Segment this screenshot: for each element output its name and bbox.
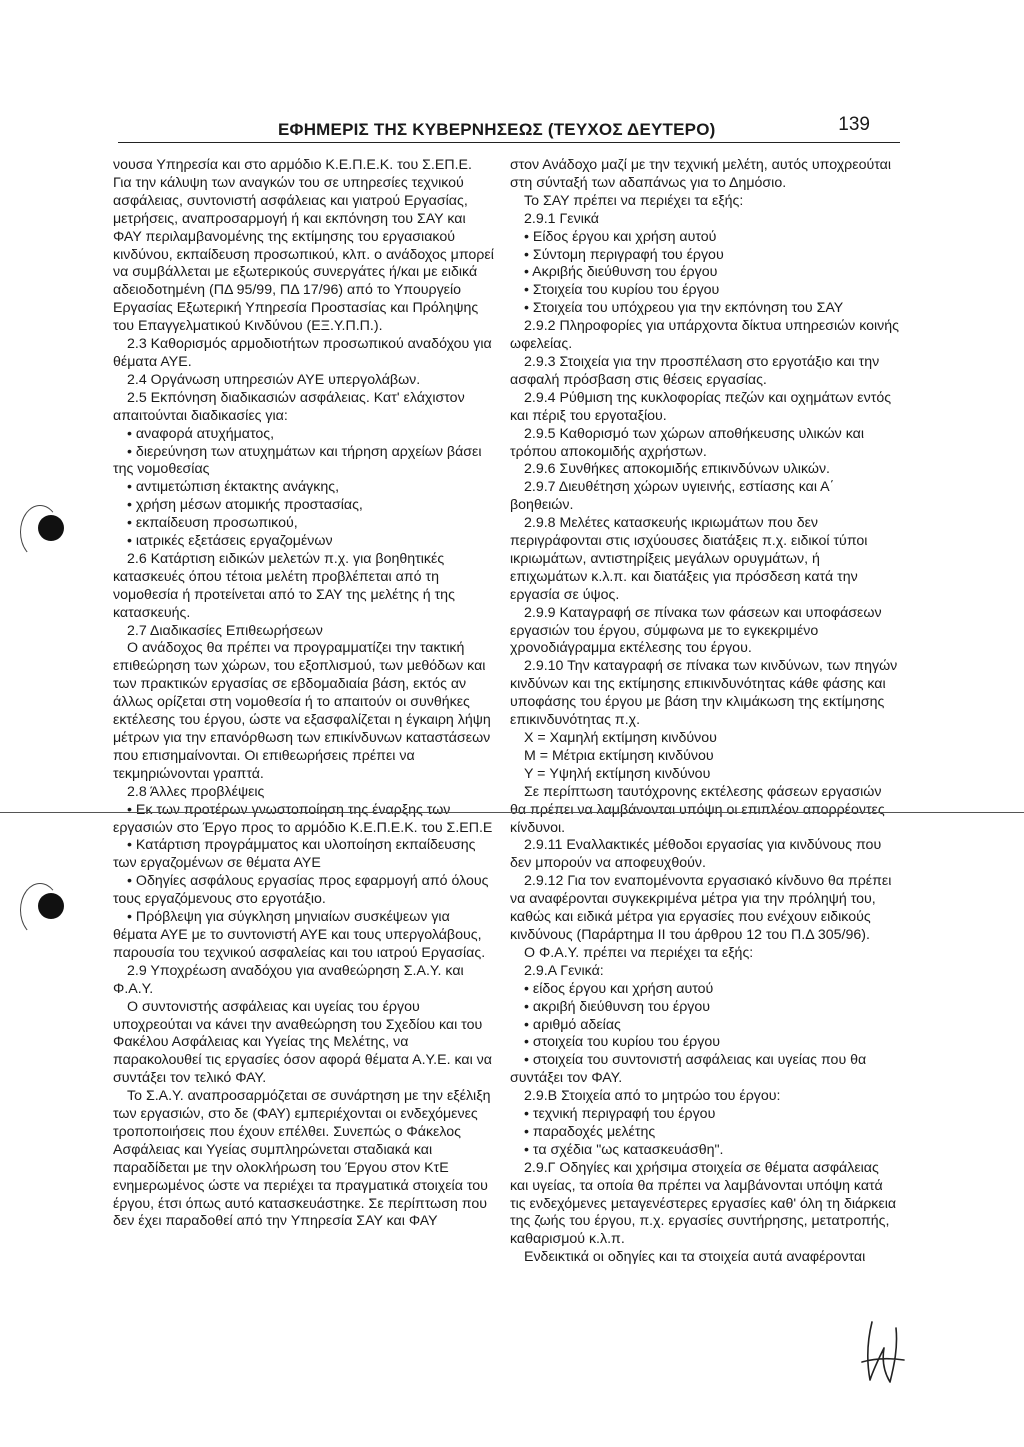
bullet-item: • Ακριβής διεύθυνση του έργου xyxy=(510,264,900,282)
bullet-item: • τεχνική περιγραφή του έργου xyxy=(510,1106,900,1124)
bullet-item: • στοιχεία του συντονιστή ασφάλειας και υγείας που θα συντάξει τον ΦΑΥ. xyxy=(510,1052,900,1088)
bullet-item: • στοιχεία του κυρίου του έργου xyxy=(510,1034,900,1052)
paragraph: 2.9.6 Συνθήκες αποκομιδής επικινδύνων υλικών. xyxy=(524,461,830,478)
bullet-item: • ιατρικές εξετάσεις εργαζομένων xyxy=(113,533,497,551)
bullet-item: • Στοιχεία του υπόχρεου για την εκπόνηση του ΣΑΥ xyxy=(510,300,900,318)
bullet-item: • χρήση μέσων ατομικής προστασίας, xyxy=(113,497,497,515)
punch-ring-icon xyxy=(20,505,60,559)
paragraph: 2.4 Οργάνωση υπηρεσιών ΑΥΕ υπεργολάβων. xyxy=(127,371,421,388)
header-rule xyxy=(118,142,900,143)
bullet-item: • ακριβή διεύθυνση του έργου xyxy=(510,999,900,1017)
bullet-item: • παραδοχές μελέτης xyxy=(510,1124,900,1142)
paragraph: Σε περίπτωση ταυτόχρονης εκτέλεσης φάσεων εργασιών θα πρέπει να λαμβάνονται υπόψη οι επιπλέον απορρέοντες κίνδυνοι. xyxy=(510,783,885,836)
paragraph: στον Ανάδοχο μαζί με την τεχνική μελέτη, αυτός υποχρεούται στη σύνταξή των αδαπάνως για το Δημόσιο. xyxy=(510,157,891,191)
paragraph: 2.9.12 Για τον εναπομένοντα εργασιακό κίνδυνο θα πρέπει να αναφέρονται συγκεκριμένα μέτρα για την πρόληψή του, καθώς και ειδικά μέτρα για εργασίες που ενέχουν ειδικούς κινδύνους (Παράρτημα ΙΙ του άρθρου 12 του Π.Δ 305/96). xyxy=(510,873,892,943)
left-column xyxy=(113,157,497,1231)
paragraph: 2.9.3 Στοιχεία για την προσπέλαση στο εργοτάξιο και την ασφαλή πρόσβαση στις θέσεις εργασίας. xyxy=(510,353,880,388)
paragraph: 2.3 Καθορισμός αρμοδιοτήτων προσωπικού αναδόχου για θέματα ΑΥΕ. xyxy=(113,336,492,370)
paragraph: 2.9.5 Καθορισμό των χώρων αποθήκευσης υλικών και τρόπου αποκομιδής αχρήστων. xyxy=(510,425,864,460)
paragraph: 2.9.1 Γενικά xyxy=(524,210,600,227)
bullet-item: • αντιμετώπιση έκτακτης ανάγκης, xyxy=(113,479,497,497)
paragraph: 2.9 Υποχρέωση αναδόχου για αναθεώρηση Σ.Α.Υ. και Φ.Α.Υ. xyxy=(113,962,464,997)
bullet-item: • Εκ των προτέρων γνωστοποίηση της έναρξης των εργασιών στο Έργο προς το αρμόδιο Κ.Ε.Π.Ε.Κ. του Σ.ΕΠ.Ε xyxy=(113,802,497,838)
paragraph: 2.6 Κατάρτιση ειδικών μελετών π.χ. για βοηθητικές κατασκευές όπου τέτοια μελέτη προβλέπεται από τη νομοθεσία ή προτείνεται από το ΣΑΥ της μελέτης ή της κατασκευής. xyxy=(113,550,455,621)
paragraph: Y = Υψηλή εκτίμηση κινδύνου xyxy=(524,765,711,782)
running-title: ΕΦΗΜΕΡΙΣ ΤΗΣ ΚΥΒΕΡΝΗΣΕΩΣ (ΤΕΥΧΟΣ ΔΕΥΤΕΡΟ) xyxy=(278,120,716,139)
initials-signature xyxy=(858,1318,906,1386)
paragraph: Ενδεικτικά οι οδηγίες και τα στοιχεία αυτά αναφέρονται xyxy=(524,1249,866,1266)
paragraph: 2.9.Γ Οδηγίες και χρήσιμα στοιχεία σε θέματα ασφάλειας και υγείας, τα οποία θα πρέπει να λαμβάνονται υπόψη κατά τις ενδεχόμενες μεταγενέστερες εργασίες καθ' όλη τη διάρκεια της ζωής του έργου, π.χ. εργασίες συντήρησης, μετατροπής, καθαρισμού κ.λ.π. xyxy=(510,1159,897,1248)
bullet-item: • Είδος έργου και χρήση αυτού xyxy=(510,229,900,247)
bullet-item: • Πρόβλεψη για σύγκληση μηνιαίων συσκέψεων για θέματα ΑΥΕ με το συντονιστή ΑΥΕ και τους υπεργολάβους, παρουσία του τεχνικού ασφαλείας και του ιατρού Εργασίας. xyxy=(113,909,497,963)
bullet-item: • τα σχέδια "ως κατασκευάσθη". xyxy=(510,1142,900,1160)
paragraph: 2.5 Εκπόνηση διαδικασιών ασφάλειας. Κατ' ελάχιστον απαιτούνται διαδικασίες για: xyxy=(113,389,465,424)
paragraph: 2.9.Β Στοιχεία από το μητρώο του έργου: xyxy=(524,1088,781,1105)
bullet-item: • Σύντομη περιγραφή του έργου xyxy=(510,247,900,265)
paragraph: 2.9.Α Γενικά: xyxy=(524,962,604,979)
bullet-item: • είδος έργου και χρήση αυτού xyxy=(510,981,900,999)
paragraph: Το Σ.Α.Υ. αναπροσαρμόζεται σε συνάρτηση με την εξέλιξη των εργασιών, στο δε (ΦΑΥ) εμπεριέχονται οι ενδεχόμενες τροποποιήσεις που έχουν επέλθει. Συνεπώς ο Φάκελος Ασφάλειας και Υγείας συμπληρώνεται σταδιακά και παραδίδεται με την ολοκλήρωση του Έργου στον ΚτΕ ενημερωμένος ώστε να περιέχει τα πραγματικά στοιχεία του έργου, έτσι όπως αυτό κατασκευάστηκε. Σε περίπτωση που δεν έχει παραδοθεί από την Υπηρεσία ΣΑΥ και ΦΑΥ xyxy=(113,1088,491,1230)
paragraph: 2.9.11 Εναλλακτικές μέθοδοι εργασίας για κινδύνους που δεν μπορούν να αποφευχθούν. xyxy=(510,837,882,872)
page-header xyxy=(118,114,900,144)
paragraph: 2.9.9 Καταγραφή σε πίνακα των φάσεων και υποφάσεων εργασιών του έργου, σύμφωνα με το εγκεκριμένο χρονοδιάγραμμα εκτέλεσης του έργου. xyxy=(510,604,882,657)
paragraph: Ο Φ.Α.Υ. πρέπει να περιέχει τα εξής: xyxy=(524,944,754,961)
paragraph: 2.9.7 Διευθέτηση χώρων υγιεινής, εστίασης και Α΄ βοηθειών. xyxy=(510,479,835,514)
scan-crease-line xyxy=(0,812,1024,813)
paragraph: 2.9.4 Ρύθμιση της κυκλοφορίας πεζών και οχημάτων εντός και πέριξ του εργοταξίου. xyxy=(510,389,892,424)
page-number: 139 xyxy=(838,114,870,135)
paragraph: 2.9.10 Την καταγραφή σε πίνακα των κινδύνων, των πηγών κινδύνων και της εκτίμησης επικινδυνότητας κάθε φάσης και υποφάσης του έργου με βάση την κλιμάκωση της εκτίμησης επικινδυνότητας π.χ. xyxy=(510,658,898,729)
bullet-item: • εκπαίδευση προσωπικού, xyxy=(113,515,497,533)
paragraph: M = Μέτρια εκτίμηση κινδύνου xyxy=(524,747,714,764)
paragraph: Ο συντονιστής ασφάλειας και υγείας του έργου υποχρεούται να κάνει την αναθεώρηση του Σχεδίου και του Φακέλου Ασφάλειας και Υγείας της Μελέτης, να παρακολουθεί τις εργασίες όσον αφορά θέματα Α.Υ.Ε. και να συντάξει τον τελικό ΦΑΥ. xyxy=(113,998,492,1087)
paragraph: νουσα Υπηρεσία και στο αρμόδιο Κ.Ε.Π.Ε.Κ. του Σ.ΕΠ.Ε. xyxy=(113,157,472,173)
bullet-item: • Στοιχεία του κυρίου του έργου xyxy=(510,282,900,300)
punch-ring-icon xyxy=(20,883,60,937)
paragraph: 2.8 Άλλες προβλέψεις xyxy=(127,783,265,800)
bullet-item: • διερεύνηση των ατυχημάτων και τήρηση αρχείων βάσει της νομοθεσίας xyxy=(113,444,497,480)
bullet-item: • αριθμό αδείας xyxy=(510,1017,900,1035)
paragraph: 2.9.2 Πληροφορίες για υπάρχοντα δίκτυα υπηρεσιών κοινής ωφελείας. xyxy=(510,318,899,353)
paragraph: X = Χαμηλή εκτίμηση κινδύνου xyxy=(524,730,717,746)
paragraph: Για την κάλυψη των αναγκών του σε υπηρεσίες τεχνικού ασφάλειας, συντονιστή ασφάλειας και γιατρού Εργασίας, μετρήσεις, αναπροσαρμογή ή και εκπόνηση του ΣΑΥ και ΦΑΥ περιλαμβανομένης της εκτίμησης του εργασιακού κινδύνου, εκπαίδευση προσωπικού, κλπ. ο ανάδοχος μπορεί να συμβάλλεται με εξωτερικούς συνεργάτες ή/και με ειδικά αδειοδοτημένη (ΠΔ 95/99, ΠΔ 17/96) από το Υπουργείο Εργασίας Εξωτερική Υπηρεσία Προστασίας και Πρόληψης του Επαγγελματικού Κινδύνου (ΕΞ.Υ.Π.Π.). xyxy=(113,174,494,335)
bullet-item: • αναφορά ατυχήματος, xyxy=(113,426,497,444)
right-column xyxy=(510,157,900,1267)
bullet-item: • Κατάρτιση προγράμματος και υλοποίηση εκπαίδευσης των εργαζομένων σε θέματα ΑΥΕ xyxy=(113,837,497,873)
paragraph: 2.9.8 Μελέτες κατασκευής ικριωμάτων που δεν περιγράφονται στις ισχύουσες διατάξεις π.χ. ειδικοί τύποι ικριωμάτων, αντιστηρίξεις μεγάλων ορυγμάτων, ή επιχωμάτων κ.λ.π. και διατάξεις για πρόσδεση κατά την εργασία σε ύψος. xyxy=(510,515,868,603)
paragraph: Το ΣΑΥ πρέπει να περιέχει τα εξής: xyxy=(524,192,744,209)
paragraph: 2.7 Διαδικασίες Επιθεωρήσεων xyxy=(127,622,323,639)
paragraph: Ο ανάδοχος θα πρέπει να προγραμματίζει την τακτική επιθεώρηση των χώρων, του εξοπλισμού, των μεθόδων και των πρακτικών εργασίας σε εβδομαδιαία βάση, εκτός αν άλλως ορίζεται στη νομοθεσία ή το απαιτούν οι συνθήκες εκτέλεσης του έργου, ώστε να εξασφαλίζεται η έγκαιρη λήψη μέτρων για την επανόρθωση των επικίνδυνων καταστάσεων που επισημαίνονται. Οι επιθεωρήσεις πρέπει να τεκμηριώνονται γραπτά. xyxy=(113,640,491,782)
bullet-item: • Οδηγίες ασφάλους εργασίας προς εφαρμογή από όλους τους εργαζόμενους στο εργοτάξιο. xyxy=(113,873,497,909)
